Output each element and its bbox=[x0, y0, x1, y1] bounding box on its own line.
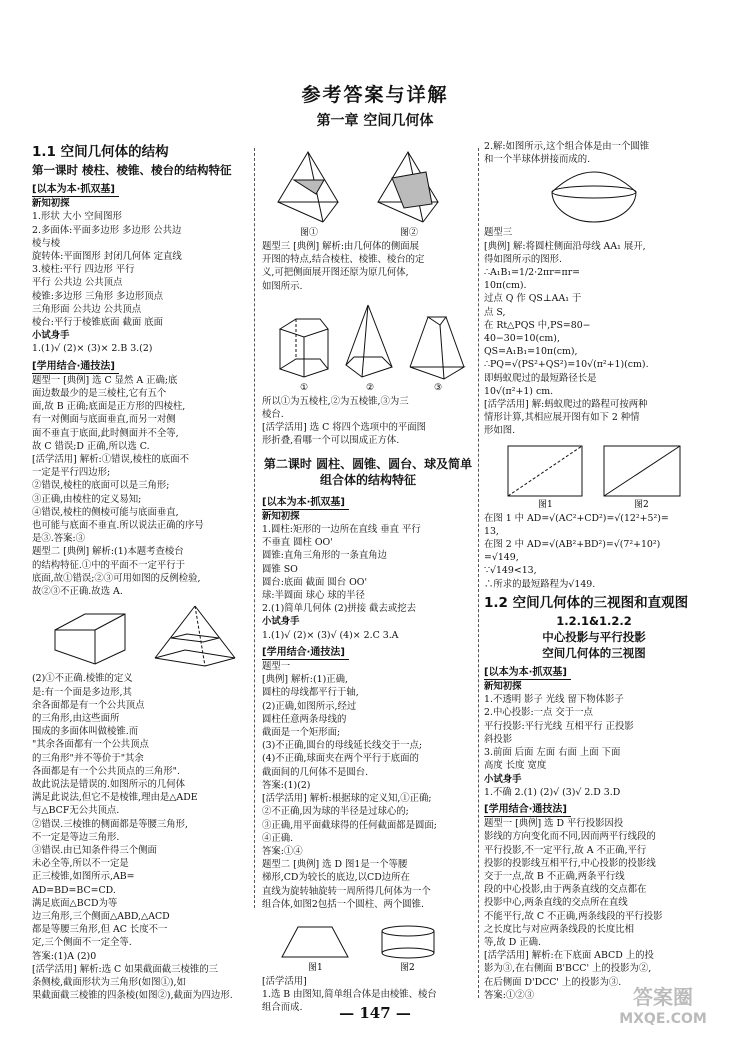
answer-line: 在后侧面 D'DCC' 上的投影为③. bbox=[484, 976, 622, 988]
answer-line: 形折叠,看哪一个可以围成正方体. bbox=[262, 435, 400, 447]
answer-line: 答案:①②③ bbox=[484, 989, 535, 1001]
answer-line: 2.中心投影:一点 交于一点 bbox=[484, 707, 593, 719]
answer-list bbox=[484, 226, 704, 437]
answer-line: 斜投影 bbox=[484, 733, 513, 745]
answer-line: 圆锥 SO bbox=[262, 563, 298, 575]
figure-label: 图2 bbox=[400, 962, 415, 973]
lesson-heading: 第二课时 圆柱、圆锥、圆台、球及简单组合体的结构特征 bbox=[263, 456, 473, 487]
answer-line: 平行 公共边 公共顶点 bbox=[32, 277, 123, 289]
answer-line: 截面间的几何体不是圆台. bbox=[262, 766, 369, 778]
subsection-heading: 1.2.1&1.2.2 bbox=[556, 613, 632, 628]
answer-line: 组合体,如图2包括一个圆柱、两个圆锥. bbox=[262, 898, 424, 910]
answer-line: =√149, bbox=[484, 552, 519, 564]
subheading: 新知初探 bbox=[484, 681, 522, 693]
pyramid-section-figures bbox=[268, 142, 468, 238]
answer-line: ③正确,用平面截球得的任何截面都是圆面; bbox=[262, 819, 437, 831]
answer-line: AD=BD=BC=CD. bbox=[32, 884, 116, 896]
answer-line: 定,三个侧面不一定全等. bbox=[32, 937, 132, 949]
answer-line: ③错误.由已知条件得三个侧面 bbox=[32, 844, 157, 856]
answer-line: 如图所示. bbox=[262, 280, 303, 292]
answer-line: 平行投影:平行光线 互相平行 正投影 bbox=[484, 720, 634, 732]
answer-line: 满足此说法,但它不是棱锥,理由是△ADE bbox=[32, 792, 198, 804]
answer-line: 1.(1)√ (2)× (3)√ (4)× 2.C 3.A bbox=[262, 629, 399, 641]
answer-line: 答案:①④ bbox=[262, 845, 303, 857]
answer-line: 球:半圆面 球心 球的半径 bbox=[262, 590, 365, 602]
answer-line: 不一定是等边三角形. bbox=[32, 831, 120, 843]
answer-line: 截面是一个矩形面; bbox=[262, 727, 341, 739]
answer-line: 题型三 [典例] 解析:由几何体的侧面展 bbox=[262, 241, 420, 252]
answer-list bbox=[262, 240, 474, 293]
answer-line: 之长度比与对应两条线段的长度比相 bbox=[484, 923, 635, 935]
answer-line: 围成的多面体叫做棱锥.而 bbox=[32, 726, 139, 738]
answer-line: 1.圆柱:矩形的一边所在直线 垂直 平行 bbox=[262, 524, 421, 536]
answer-line: 边三角形,三个侧面△ABD,△ACD bbox=[32, 910, 170, 922]
answer-line: 义,可把侧面展开图还原为原几何体, bbox=[262, 267, 409, 279]
block-heading: [学用结合·通技法] bbox=[484, 803, 571, 817]
chapter-title: 第一章 空间几何体 bbox=[316, 113, 434, 129]
answer-line: 1.选 B 由图知,简单组合体是由棱锥、棱台 bbox=[262, 989, 437, 1001]
answer-line: 影线的方向变化而不同,因而两平行线段的 bbox=[484, 831, 656, 843]
answer-line: 投影的投影线互相平行,中心投影的投影线 bbox=[484, 857, 656, 869]
answer-line: 答案:(1)(2) bbox=[262, 779, 311, 791]
answer-line: 圆台:底面 截面 圆台 OO' bbox=[262, 576, 368, 588]
answer-line: 情形计算,其相应展开图有如下 2 种情 bbox=[484, 412, 640, 424]
answer-line: 余各面都是有一个公共顶点 bbox=[32, 699, 145, 711]
watermark-logo bbox=[604, 986, 722, 1036]
answer-line: 圆柱的母线都平行于轴, bbox=[262, 687, 359, 699]
answer-line: 旋转体:平面图形 封闭几何体 定直线 bbox=[32, 251, 182, 263]
answer-line: ②不正确,因为球的半径是过球心的; bbox=[262, 806, 409, 818]
answer-line: 所以①为五棱柱,②为五棱锥,③为三 bbox=[262, 395, 409, 407]
answer-list bbox=[484, 817, 704, 1002]
answer-line: 有一对侧面与底面垂直,而另一对侧 bbox=[32, 414, 176, 426]
answer-line: 形如图. bbox=[484, 425, 516, 437]
answer-list bbox=[262, 660, 474, 911]
answer-line: 一定是平行四边形; bbox=[32, 467, 111, 479]
subheading: 小试身手 bbox=[262, 616, 300, 628]
answer-line: (4)不正确,球面夹在两个平行于底面的 bbox=[262, 753, 419, 765]
answer-line: (3)不正确,圆台的母线延长线交于一点; bbox=[262, 740, 423, 752]
answer-list bbox=[32, 374, 248, 598]
answer-line: 不垂直 圆柱 OO' bbox=[262, 537, 333, 549]
answer-line: 10π(cm). bbox=[484, 280, 527, 292]
answer-line: 即蚂蚁爬过的最短路径长是 bbox=[484, 372, 597, 384]
answer-line: 满足底面△BCD为等 bbox=[32, 897, 118, 909]
answer-line: 过点 Q 作 QS⊥AA₁ 于 bbox=[484, 293, 582, 305]
figure-label: 图① bbox=[300, 228, 319, 238]
answer-line: ④正确. bbox=[262, 832, 294, 844]
cone-hemisphere-figure bbox=[544, 168, 644, 224]
answer-line: 2.(1)简单几何体 (2)拼接 截去或挖去 bbox=[262, 603, 416, 615]
column-2 bbox=[262, 140, 474, 1015]
answer-line: [典例] 解:将圆柱侧面沿母线 AA₁ 展开, bbox=[484, 240, 646, 252]
answer-line: 开图的特点,结合棱柱、棱锥、棱台的定 bbox=[262, 254, 425, 266]
figure-label: ② bbox=[366, 382, 375, 393]
page-number: — 147 — bbox=[339, 1004, 411, 1022]
figure-label: 图1 bbox=[538, 499, 553, 510]
answer-line: [典例] 解析:(1)正确, bbox=[262, 674, 348, 686]
section-heading: 1.1 空间几何体的结构 bbox=[32, 144, 169, 160]
answer-line: 题型一 [典例] 选 D 平行投影因投 bbox=[484, 818, 624, 830]
answer-line: 点 S, bbox=[484, 306, 506, 318]
answer-line: 面不垂直于底面,此时侧面并不全等, bbox=[32, 427, 179, 439]
block-heading: [以本为本·抓双基] bbox=[262, 496, 349, 510]
answer-line: 面边数最少的是三棱柱,它有五个 bbox=[32, 388, 167, 400]
answer-line: 3.棱柱:平行 四边形 平行 bbox=[32, 264, 135, 276]
answer-line: 投影中心,两条直线的交点所在直线 bbox=[484, 897, 628, 909]
answer-list bbox=[262, 523, 474, 615]
answer-line: 三角形面 公共边 公共顶点 bbox=[32, 303, 142, 315]
answer-line: 正三棱锥,如图所示,AB= bbox=[32, 871, 135, 883]
prism-figure bbox=[35, 600, 245, 670]
subheading: 新知初探 bbox=[32, 198, 70, 210]
answer-line: 2.解:如图所示,这个组合体是由一个圆锥 bbox=[484, 141, 650, 152]
answer-line: ∴A₁B₁=1/2·2πr=πr= bbox=[484, 267, 581, 279]
page-title: 参考答案与详解 bbox=[301, 84, 449, 106]
answer-line: 高度 长度 宽度 bbox=[484, 760, 547, 772]
figure-label: ③ bbox=[434, 382, 443, 393]
column-divider-1 bbox=[254, 148, 255, 908]
answer-line: QS=A₁B₁=10π(cm), bbox=[484, 346, 578, 358]
column-1 bbox=[32, 140, 248, 1002]
answer-line: 棱台:平行于棱锥底面 截面 底面 bbox=[32, 317, 163, 329]
answer-line: 10√(π²+1) cm. bbox=[484, 385, 554, 397]
block-heading: [学用结合·通技法] bbox=[32, 360, 119, 374]
subsection-heading: 中心投影与平行投影 bbox=[542, 629, 646, 644]
section-heading: 1.2 空间几何体的三视图和直观图 bbox=[484, 594, 689, 611]
answer-line: 2.多面体:平面多边形 多边形 公共边 bbox=[32, 224, 182, 236]
answer-line: 各面都是有一个公共顶点的三角形". bbox=[32, 765, 180, 777]
answer-line: ④错误,棱柱的侧棱可能与底面垂直, bbox=[32, 506, 179, 518]
answer-list bbox=[262, 395, 474, 448]
answer-line: [活学活用] bbox=[262, 975, 307, 987]
answer-line: 在 Rt△PQS 中,PS=80− bbox=[484, 319, 591, 331]
answer-line: 是③.答案:③ bbox=[32, 533, 86, 545]
answer-line: 未必全等,所以不一定是 bbox=[32, 858, 129, 870]
answer-line: 故此说法是错误的.如图所示的几何体 bbox=[32, 778, 185, 790]
answer-line: 条侧棱,截面形状为三角形(如图①),如 bbox=[32, 976, 186, 988]
answer-line: 故 C 错误;D 正确,所以选 C. bbox=[32, 440, 150, 452]
answer-line: 梯形,CD为较长的底边,以CD边所在 bbox=[262, 872, 410, 884]
answer-line: 的三角形,由这些面所 bbox=[32, 712, 120, 724]
answer-line: 40−30=10(cm), bbox=[484, 333, 560, 345]
answer-line: 是:有一个面是多边形,其 bbox=[32, 686, 132, 698]
answer-line: [活学活用] 选 C 将四个选项中的平面图 bbox=[262, 422, 427, 434]
answer-line: 平行投影,不一定平行,故 A 不正确,平行 bbox=[484, 844, 647, 856]
answer-line: 也可能与底面不垂直.所以说法正确的序号 bbox=[32, 520, 204, 532]
answer-line: 得如图所示的图形. bbox=[484, 253, 562, 265]
answer-line: 的三角形"并不等价于"其余 bbox=[32, 752, 144, 764]
subsection-heading: 空间几何体的三视图 bbox=[542, 645, 646, 660]
column-3 bbox=[484, 140, 704, 1002]
answer-line: 13, bbox=[484, 525, 499, 537]
answer-line: 棱台. bbox=[262, 409, 284, 421]
answer-line: [活学活用] 解析:①错误,棱柱的底面不 bbox=[32, 454, 190, 466]
trapezoid-solid-figure bbox=[268, 913, 468, 973]
answer-line: 棱锥:多边形 三角形 多边形顶点 bbox=[32, 290, 163, 302]
answer-line: 题型二 [典例] 选 D 图1是一个等腰 bbox=[262, 859, 408, 871]
answer-line: 3.前面 后面 左面 右面 上面 下面 bbox=[484, 747, 621, 759]
answer-line: ③正确,由棱柱的定义易知; bbox=[32, 493, 142, 505]
subheading: 小试身手 bbox=[32, 330, 70, 342]
answer-line: 组合而成. bbox=[262, 1002, 303, 1014]
column-divider-2 bbox=[478, 148, 479, 998]
answer-line: 答案:(1)A (2)0 bbox=[32, 950, 97, 962]
answer-line: ②错误.三棱锥的侧面都是等腰三角形, bbox=[32, 818, 188, 830]
answer-line: [活学活用] 解析:选 C 如果截面截三棱锥的三 bbox=[32, 963, 218, 975]
answer-list bbox=[484, 140, 704, 166]
answer-line: 底面,故①错误;②③可用如图的反例检验, bbox=[32, 572, 201, 584]
answer-line: 题型三 bbox=[484, 227, 513, 239]
answer-line: 在图 1 中 AD=√(AC²+CD²)=√(12²+5²)= bbox=[484, 512, 669, 524]
answer-line: 果截面截三棱锥的四条棱(如图②),截面为四边形. bbox=[32, 990, 233, 1002]
subheading: 新知初探 bbox=[262, 510, 300, 522]
answer-line: "其余各面都有一个公共顶点 bbox=[32, 739, 149, 751]
subheading: 小试身手 bbox=[484, 773, 522, 785]
answer-line: 都是等腰三角形,但 AC 长度不一 bbox=[32, 924, 168, 936]
answer-line: 圆锥:直角三角形的一条直角边 bbox=[262, 550, 388, 562]
answer-line: 1.不确 2.(1) (2)√ (3)√ 2.D 3.D bbox=[484, 786, 621, 798]
answer-line: ∴所求的最短路程为√149. bbox=[484, 578, 596, 590]
answer-line: 1.(1)√ (2)× (3)× 2.B 3.(2) bbox=[32, 343, 153, 355]
answer-line: 题型一 [典例] 选 C 显然 A 正确;底 bbox=[32, 374, 178, 386]
answer-line: 和一个半球体拼接而成的. bbox=[484, 154, 591, 166]
answer-line: 圆柱任意两条母线的 bbox=[262, 713, 347, 725]
answer-line: 棱与棱 bbox=[32, 237, 61, 249]
block-heading: [学用结合·通技法] bbox=[262, 646, 349, 660]
answer-line: 在图 2 中 AD=√(AB²+BD²)=√(7²+10²) bbox=[484, 539, 661, 551]
answer-line: 的结构特征.①中的平面不一定平行于 bbox=[32, 559, 185, 571]
answer-line: [活学活用] 解:蚂蚁爬过的路程可按两种 bbox=[484, 399, 648, 411]
answer-line: ②错误,棱柱的底面可以是三角形; bbox=[32, 480, 170, 492]
answer-line: 不能平行,故 C 不正确,两条线段的平行投影 bbox=[484, 910, 663, 922]
answer-line: 影为③,在右侧面 B'BCC' 上的投影为②, bbox=[484, 963, 652, 975]
answer-line: 等,故 D 正确. bbox=[484, 936, 541, 948]
block-heading: [以本为本·抓双基] bbox=[484, 666, 571, 680]
lesson-heading: 第一课时 棱柱、棱锥、棱台的结构特征 bbox=[32, 163, 232, 177]
unfolded-paths-figure bbox=[494, 440, 694, 510]
watermark-url: MXQE.COM bbox=[619, 1011, 707, 1027]
answer-line: (2)正确,如图所示,经过 bbox=[262, 700, 357, 712]
unfolded-solids-figure bbox=[268, 295, 468, 393]
answer-line: 与△BCF无公共顶点. bbox=[32, 805, 120, 817]
answer-line: 题型一 bbox=[262, 661, 291, 673]
answer-line: 段的中心投影,由于两条直线的交点都在 bbox=[484, 884, 647, 896]
answer-line: 题型二 [典例] 解析:(1)本题考查棱台 bbox=[32, 546, 184, 558]
answer-line: [活学活用] 解析:在下底面 ABCD 上的投 bbox=[484, 950, 654, 962]
answer-line: 面,故 B 正确;底面是正方形的四棱柱, bbox=[32, 401, 186, 413]
figure-label: 图② bbox=[400, 228, 419, 238]
answer-list bbox=[32, 210, 248, 329]
watermark-text: 答案圈 bbox=[633, 985, 693, 1009]
answer-line: 直线为旋转轴旋转一周所得几何体为一个 bbox=[262, 885, 431, 897]
answer-list bbox=[484, 512, 704, 591]
block-heading: [以本为本·抓双基] bbox=[32, 183, 119, 197]
answer-list bbox=[484, 693, 704, 772]
figure-label: 图2 bbox=[634, 499, 649, 510]
answer-list bbox=[32, 672, 248, 1002]
answer-line: 交于一点,故 B 不正确,两条平行线 bbox=[484, 870, 625, 882]
answer-line: 故②③不正确.故选 A. bbox=[32, 586, 123, 598]
answer-line: ∴PQ=√(PS²+QS²)=10√(π²+1)(cm). bbox=[484, 359, 649, 371]
answer-line: 1.不透明 影子 光线 留下物体影子 bbox=[484, 694, 624, 706]
figure-label: ① bbox=[300, 382, 309, 393]
answer-line: [活学活用] 解析:根据球的定义知,①正确; bbox=[262, 793, 432, 805]
figure-label: 图1 bbox=[308, 962, 323, 973]
answer-line: (2)①不正确.棱锥的定义 bbox=[32, 673, 133, 685]
answer-line: ∵√149<13, bbox=[484, 565, 537, 577]
answer-line: 1.形状 大小 空间图形 bbox=[32, 211, 122, 223]
